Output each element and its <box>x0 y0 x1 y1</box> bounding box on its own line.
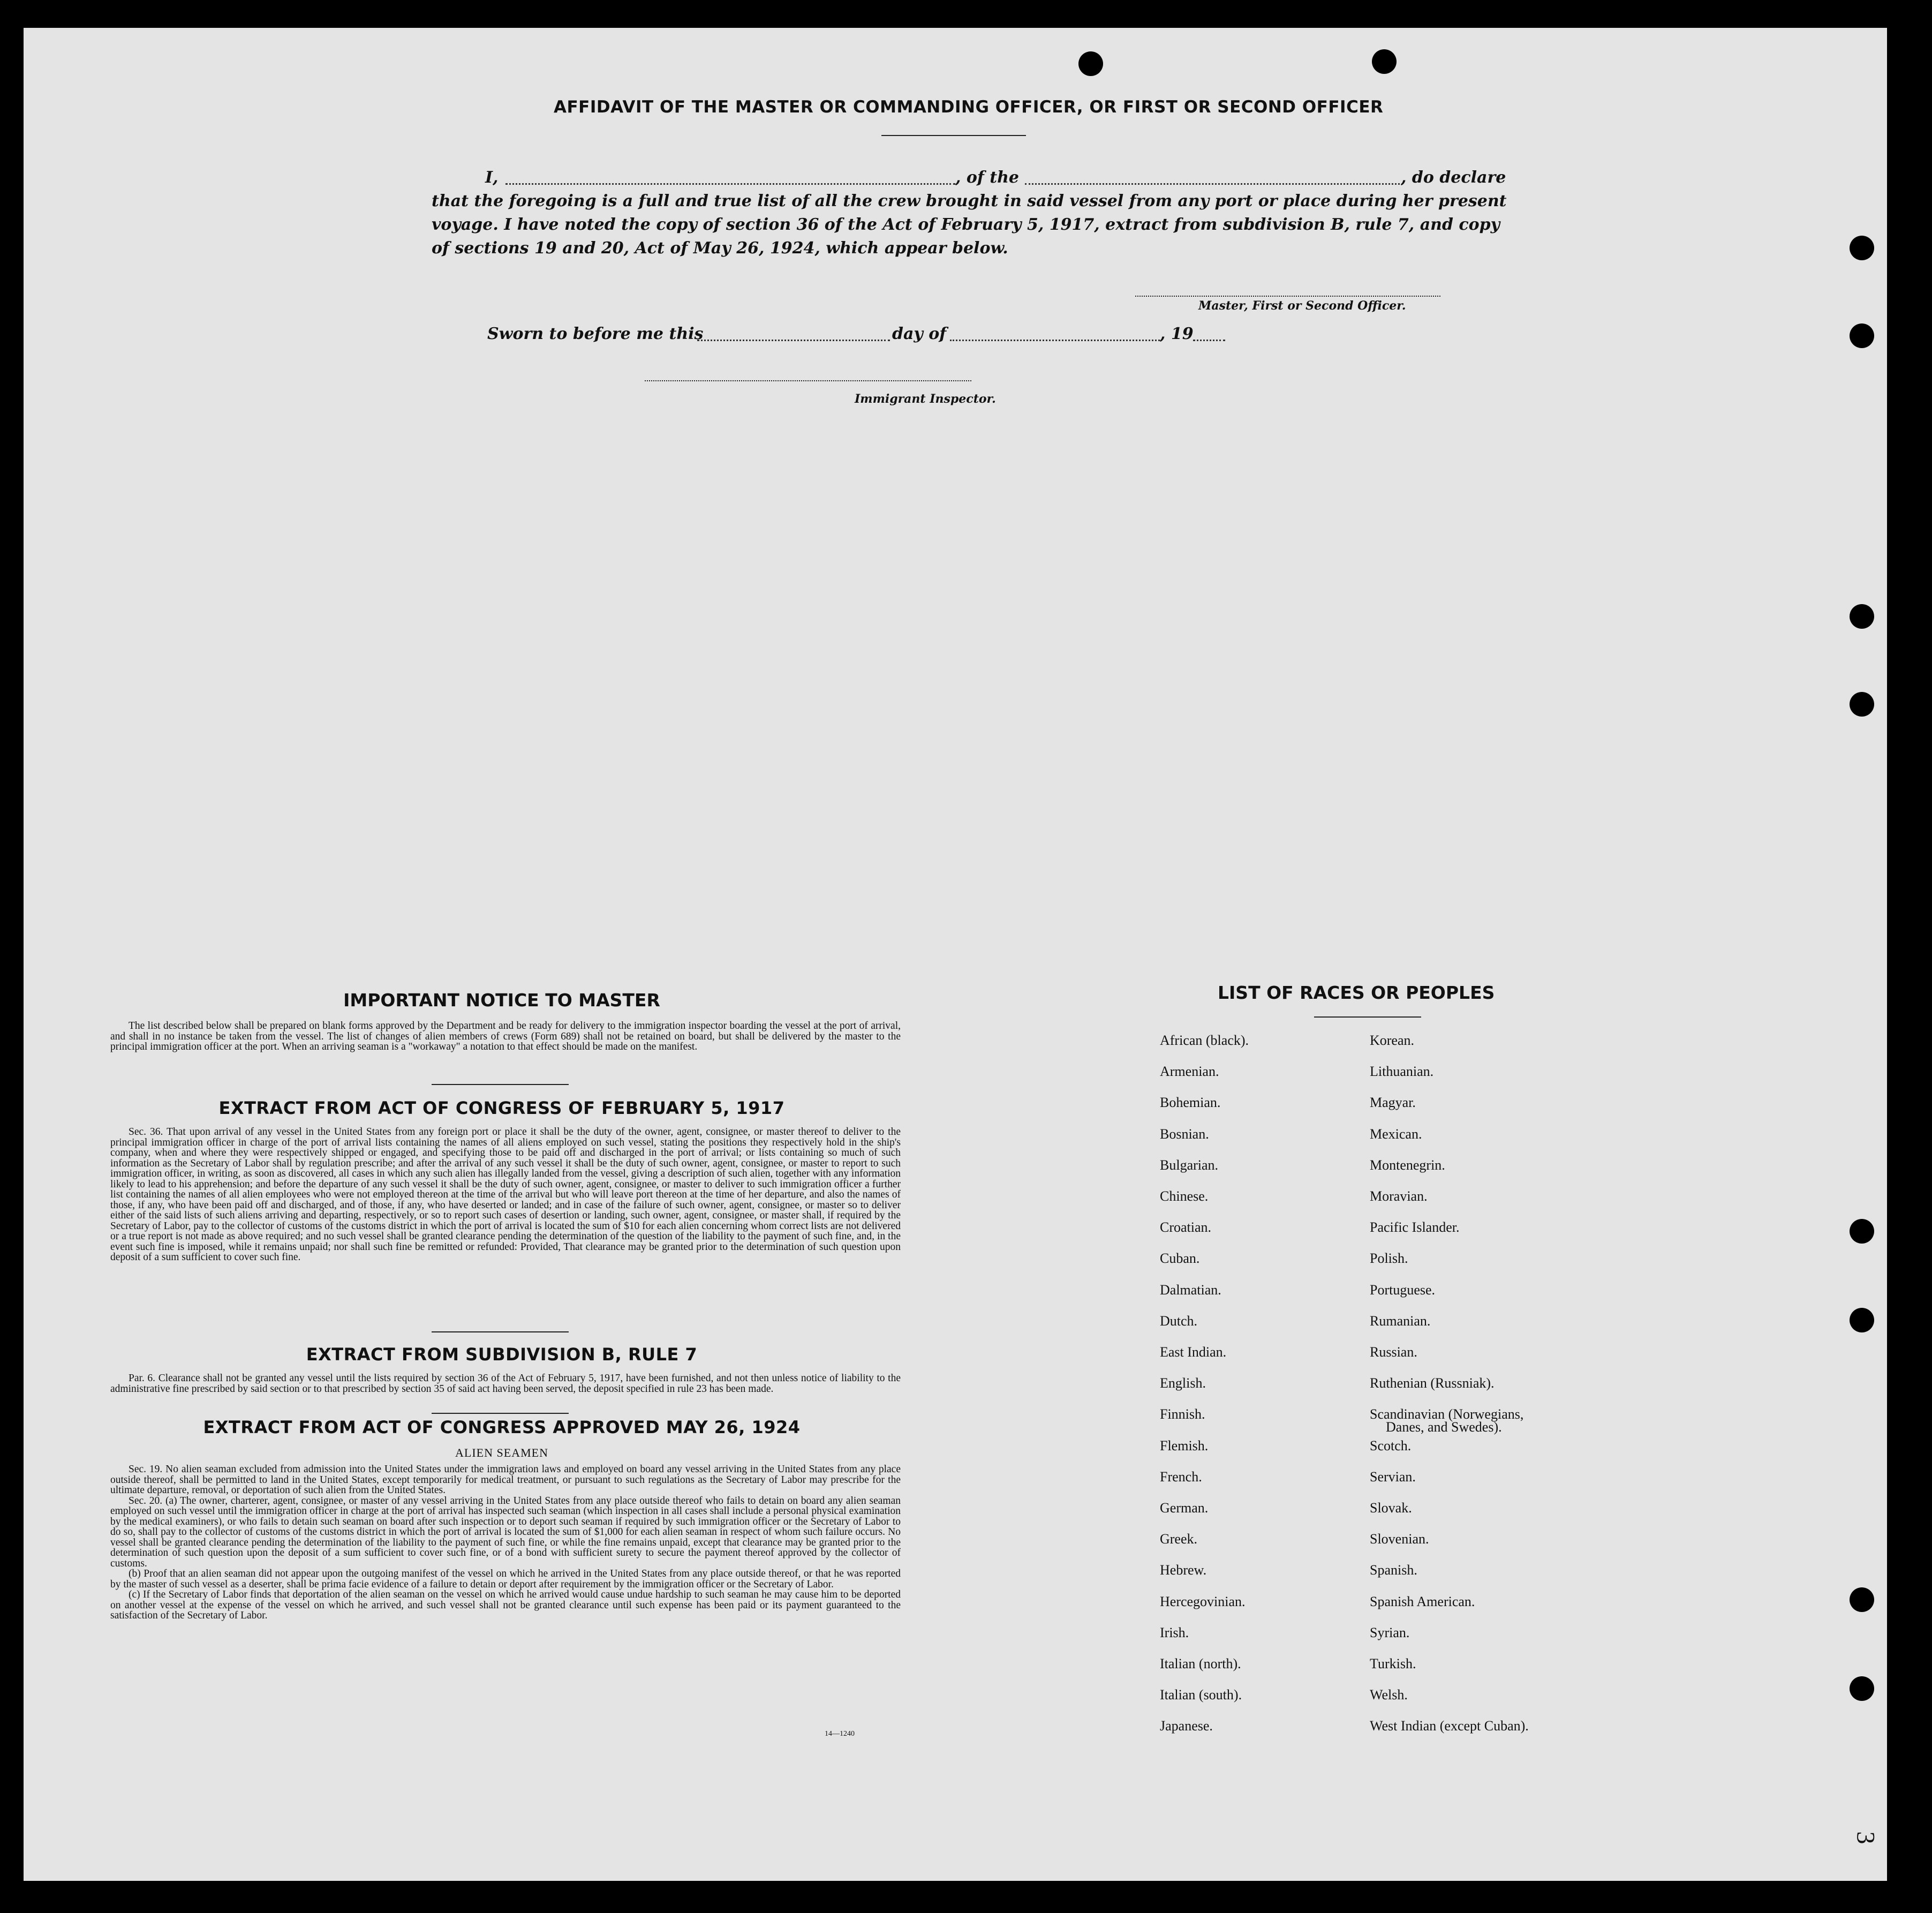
race-item: Turkish. <box>1370 1656 1416 1671</box>
race-item: Mexican. <box>1370 1126 1422 1142</box>
punch-hole-right <box>1850 1219 1874 1244</box>
race-item: Montenegrin. <box>1370 1157 1445 1173</box>
affidavit-line4: of sections 19 and 20, Act of May 26, 1924, which appear below. <box>432 239 1008 258</box>
race-item: Servian. <box>1370 1468 1416 1485</box>
race-item: Ruthenian (Russniak). <box>1370 1375 1495 1391</box>
affidavit-line1-i: I, <box>485 168 499 187</box>
race-item: Russian. <box>1370 1344 1417 1360</box>
race-item: Flemish. <box>1160 1437 1209 1453</box>
year-label: , 19 <box>1160 325 1194 343</box>
affidavit-line3: voyage. I have noted the copy of section 36 of the Act of February 5, 1917, extract from subdivision B, rule 7, and copy <box>432 215 1500 234</box>
vessel-name-field[interactable] <box>1025 183 1400 185</box>
master-signature-caption: Master, First or Second Officer. <box>1198 299 1406 313</box>
race-item: Welsh. <box>1370 1687 1408 1703</box>
race-item: Japanese. <box>1160 1718 1213 1734</box>
notice-paragraph: The list described below shall be prepared on blank forms approved by the Department and be ready for delivery to the immigration inspector boarding the vessel at the port of arrival, and shall in no instance be taken from the vessel. The list of changes of alien members of crews (Form 689) shall not be retained on board, but shall be delivered by the master to the principal immigration officer at the port. When an arriving seaman is a "workaway" a notation to that effect should be made on the manifest. <box>110 1020 901 1052</box>
races-right-column <box>1370 1033 1691 1772</box>
race-item: Spanish. <box>1370 1562 1417 1578</box>
inspector-signature-line[interactable] <box>645 380 971 381</box>
document-page <box>24 28 1887 1881</box>
sworn-month-field[interactable] <box>950 340 1160 341</box>
race-item: Cuban. <box>1160 1251 1200 1267</box>
punch-hole-right <box>1850 604 1874 629</box>
punch-hole-right <box>1850 1587 1874 1612</box>
sworn-label: Sworn to before me this <box>487 325 704 343</box>
extract-1924-title: EXTRACT FROM ACT OF CONGRESS APPROVED MAY 26, 1924 <box>203 1417 801 1437</box>
race-item: Irish. <box>1160 1624 1189 1640</box>
section-20b-paragraph: (b) Proof that an alien seaman did not appear upon the outgoing manifest of the vessel on which he arrived in the United States from any place outside thereof, or that he was reported by the master of such vessel as a deserter, shall be prima facie evidence of a failure to detain or deport after requirement by the immigration officer or the Secretary of Labor. <box>110 1568 901 1590</box>
punch-hole-top-left <box>1078 51 1103 76</box>
affidavit-title: AFFIDAVIT OF THE MASTER OR COMMANDING OFFICER, OR FIRST OR SECOND OFFICER <box>554 97 1384 117</box>
race-item: Greek. <box>1160 1531 1198 1547</box>
section-20a-paragraph: Sec. 20. (a) The owner, charterer, agent, consignee, or master of any vessel arriving in the United States from any place outside thereof who fails to detain on board any alien seaman employed on such vessel until the immigration officer in charge at the port of arrival has inspected such seaman (which inspection in all cases shall include a personal physical examination by the medical examiners), or who fails to detain such seaman on board after such inspection or to deport such seaman if required by such immigration officer or the Secretary of Labor to do so, shall pay to the collector of customs of the customs district in which the port of arrival is located the sum of $1,000 for each alien seaman in respect of whom such failure occurs. No vessel shall be granted clearance pending the determination of the liability to the payment of such fine, or while the fine remains unpaid, except that clearance may be granted prior to the determination of such question upon the deposit of a sum sufficient to cover such fine, or of a bond with sufficient surety to secure the payment thereof approved by the collector of customs. <box>110 1495 901 1569</box>
race-item: Moravian. <box>1370 1188 1428 1204</box>
punch-hole-right <box>1850 236 1874 260</box>
rule-7-paragraph: Par. 6. Clearance shall not be granted any vessel until the lists required by section 36 of the Act of February 5, 1917, have been furnished, and not then unless notice of liability to the administrative fine prescribed by said section or to that prescribed by section 35 of said act having been served, the deposit specified in rule 23 has been made. <box>110 1373 901 1395</box>
form-number: 14—1240 <box>825 1730 855 1738</box>
race-item: Dalmatian. <box>1160 1282 1221 1298</box>
affidavit-title-rule <box>881 135 1026 136</box>
race-item: Chinese. <box>1160 1188 1209 1204</box>
race-item: German. <box>1160 1500 1209 1516</box>
affidavit-line2: that the foregoing is a full and true list of all the crew brought in said vessel from any port or place during her present <box>432 192 1507 210</box>
race-item: Scandinavian (Norwegians, <box>1370 1406 1524 1422</box>
punch-hole-right <box>1850 1308 1874 1332</box>
race-item: Bosnian. <box>1160 1126 1209 1142</box>
race-item: Lithuanian. <box>1370 1064 1434 1080</box>
affidavit-line1-of-the: , of the <box>955 168 1020 187</box>
race-item: West Indian (except Cuban). <box>1370 1718 1529 1734</box>
punch-hole-right <box>1850 1676 1874 1701</box>
race-item: Italian (south). <box>1160 1687 1242 1703</box>
race-item: Danes, and Swedes). <box>1386 1419 1502 1435</box>
extract-1917-text <box>110 1127 901 1263</box>
section-20c-paragraph: (c) If the Secretary of Labor finds that deportation of the alien seaman on the vessel on which he arrived would cause undue hardship to such seaman he may cause him to be deported on another vessel at the expense of the vessel on which he arrived, and such vessel shall not be granted clearance until such expense has been paid or its payment guaranteed to the satisfaction of the Secretary of Labor. <box>110 1589 901 1621</box>
extract-1917-rule <box>432 1331 569 1332</box>
race-item: Bohemian. <box>1160 1095 1221 1111</box>
day-of-label: day of <box>892 325 947 343</box>
punch-hole-right <box>1850 323 1874 348</box>
races-title-rule <box>1314 1016 1421 1018</box>
affidavit-line1-declare: , do declare <box>1401 168 1506 187</box>
notice-text <box>110 1021 901 1052</box>
race-item: Polish. <box>1370 1251 1408 1267</box>
notice-rule <box>432 1084 569 1085</box>
race-item: Dutch. <box>1160 1313 1198 1329</box>
race-item: Italian (north). <box>1160 1656 1241 1671</box>
rule-7-text <box>110 1373 901 1394</box>
rule-7-rule <box>432 1413 569 1414</box>
punch-hole-right <box>1850 692 1874 717</box>
race-item: Slovenian. <box>1370 1531 1429 1547</box>
race-item: Finnish. <box>1160 1406 1205 1422</box>
race-item: Pacific Islander. <box>1370 1219 1460 1236</box>
race-item: Hebrew. <box>1160 1562 1207 1578</box>
section-19-paragraph: Sec. 19. No alien seaman excluded from admission into the United States under the immigration laws and employed on board any vessel arriving in the United States from any place outside thereof, shall be permitted to land in the United States, except temporarily for medical treatment, or pursuant to such regulations as the Secretary of Labor may prescribe for the ultimate departure, removal, or deportation of such alien from the United States. <box>110 1464 901 1496</box>
races-title: LIST OF RACES OR PEOPLES <box>1218 982 1495 1003</box>
margin-page-mark: 3 <box>1851 1831 1880 1844</box>
punch-hole-top-right <box>1372 49 1397 74</box>
races-left-column <box>1160 1033 1374 1772</box>
notice-title: IMPORTANT NOTICE TO MASTER <box>343 990 660 1011</box>
race-item: Bulgarian. <box>1160 1157 1219 1173</box>
inspector-signature-caption: Immigrant Inspector. <box>855 392 996 406</box>
race-item: Portuguese. <box>1370 1282 1436 1298</box>
race-item: Scotch. <box>1370 1437 1412 1453</box>
extract-1924-text <box>110 1464 901 1621</box>
race-item: French. <box>1160 1468 1202 1485</box>
race-item: African (black). <box>1160 1033 1249 1048</box>
race-item: Syrian. <box>1370 1624 1410 1640</box>
master-signature-line[interactable] <box>1135 296 1440 297</box>
race-item: Spanish American. <box>1370 1593 1475 1609</box>
race-item: Korean. <box>1370 1033 1415 1048</box>
race-item: Magyar. <box>1370 1095 1416 1111</box>
alien-seamen-subtitle: ALIEN SEAMEN <box>455 1446 548 1459</box>
race-item: Rumanian. <box>1370 1313 1431 1329</box>
race-item: East Indian. <box>1160 1344 1227 1360</box>
sworn-day-field[interactable] <box>697 340 890 341</box>
section-36-paragraph: Sec. 36. That upon arrival of any vessel in the United States from any foreign port or place it shall be the duty of the owner, agent, consignee, or master thereof to deliver to the principal immigration officer in charge of the port of arrival lists containing the names of all aliens employed on such vessel, stating the positions they respectively hold in the ship's company, when and where they were respectively shipped or engaged, and specifying those to be paid off and discharged in the port of arrival; or lists containing so much of such information as the Secretary of Labor shall by regulation prescribe; and after the arrival of any such vessel it shall be the duty of such owner, agent, consignee, or master to report to such immigration officer, in writing, as soon as discovered, all cases in which any such alien has illegally landed from the vessel, giving a description of such alien, together with any information likely to lead to his apprehension; and before the departure of any such vessel it shall be the duty of such owner, agent, consignee, or master to deliver to such immigration officer a further list containing the names of all alien employees who were not employed thereon at the time of the arrival but who will leave port thereon at the time of her departure, and also the names of those, if any, who have been paid off and discharged, and of those, if any, who have deserted or landed; and in case of the failure of such owner, agent, consignee, or master so to deliver either of the said lists of such aliens arriving and departing, respectively, or so to report such cases of desertion or landing, such owner, agent, consignee, or master shall, if required by the Secretary of Labor, pay to the collector of customs of the customs district in which the port of arrival is located the sum of $10 for each alien concerning whom correct lists are not delivered or a true report is not made as above required; and no such vessel shall be granted clearance pending the determination of the question of the liability to the payment of such fine, and, in the event such fine is imposed, while it remains unpaid; nor shall such fine be remitted or refunded: Provided, That clearance may be granted prior to the determination of such question upon deposit of a sum sufficient to cover such fine. <box>110 1126 901 1263</box>
master-name-field[interactable] <box>505 183 955 185</box>
race-item: English. <box>1160 1375 1206 1391</box>
race-item: Slovak. <box>1370 1500 1412 1516</box>
race-item: Hercegovinian. <box>1160 1593 1246 1609</box>
extract-1917-title: EXTRACT FROM ACT OF CONGRESS OF FEBRUARY 5, 1917 <box>218 1098 785 1118</box>
sworn-year-field[interactable] <box>1193 340 1225 341</box>
race-item: Armenian. <box>1160 1064 1219 1080</box>
rule-7-title: EXTRACT FROM SUBDIVISION B, RULE 7 <box>306 1344 698 1365</box>
race-item: Croatian. <box>1160 1219 1212 1236</box>
